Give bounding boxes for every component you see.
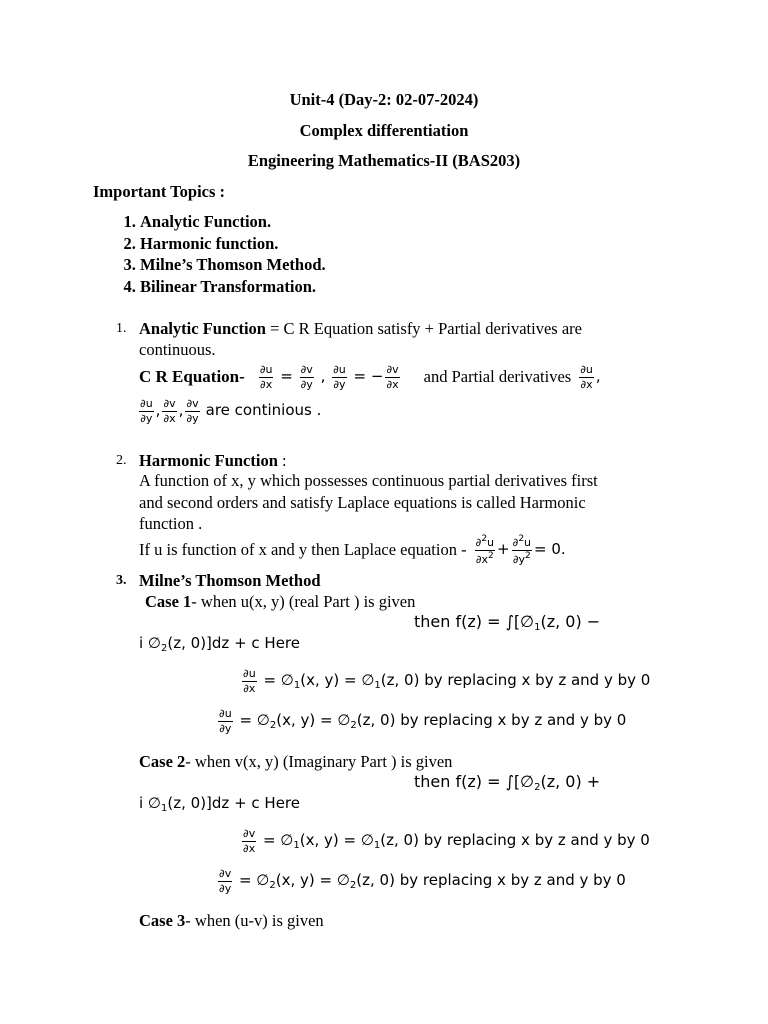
laplace-end: = 0.: [534, 540, 566, 559]
partials-row: $\frac{\partial u}{\partial y}$ , $\frac{\partial v}{\partial x}$ , $\frac{\partial v}{\partial y}$ are continious .: [140, 397, 322, 425]
case1-cont: i ∅: [139, 634, 162, 652]
course-title: Engineering Mathematics-II (BAS203): [247, 151, 521, 170]
section2-line1: A function of x, y which possesses continuous partial derivatives first: [139, 471, 598, 490]
replace-text: by replacing x by z and y by 0: [423, 831, 650, 850]
case2-cont: i ∅: [139, 794, 162, 812]
case2-dv-dx-row: $\frac{\partial v}{\partial x}$ = $\emptyset_1(x$, $y) = \emptyset_1(z$, 0) by replacing x by z and y by 0: [243, 827, 650, 855]
dv-dy-fraction: $\frac{\partial v}{\partial y}$: [300, 363, 313, 391]
important-topics-heading: Important Topics :: [93, 182, 226, 201]
case2-line: [139, 751, 452, 772]
section1-line1: [139, 318, 582, 339]
d2u-dx2-fraction: $\frac{\partial^2u}{\partial x^2}$: [475, 534, 495, 566]
section2-title: Harmonic Function: [139, 451, 278, 470]
case1-cont-end: (z, 0)]dz + c Here: [167, 634, 300, 652]
laplace-text: If u is function of x and y then Laplace equation -: [139, 540, 467, 560]
section2-colon: :: [277, 451, 287, 470]
section2-line3: function .: [139, 514, 203, 533]
dv-dx-fraction: $\frac{\partial v}{\partial x}$: [386, 363, 399, 391]
du-dx-fraction: $\frac{\partial u}{\partial x}$: [259, 363, 273, 391]
section1-number: 1.: [116, 321, 127, 336]
topic-item: 1. Analytic Function.: [140, 211, 326, 233]
section1-line2: continuous.: [139, 340, 216, 359]
laplace-row: If u is function of x and y then Laplace equation - $\frac{\partial^2u}{\partial x^2}$ + $\frac{\partial^2u}{\partial y^2}$ = 0.: [139, 534, 566, 566]
section2-number: 2.: [116, 453, 127, 468]
section2-line2: and second orders and satisfy Laplace equations is called Harmonic: [139, 493, 586, 512]
cr-equation-row: C R Equation- $\frac{\partial u}{\partial x}$ = $\frac{\partial v}{\partial y}$ , $\frac{\partial u}{\partial y}$ = − $\frac{\partial v}{\partial x}$ and Partial derivatives $\frac{\partial u}{\partial x}$ ,: [139, 363, 601, 391]
cr-equation-label: C R Equation-: [139, 366, 245, 386]
case2-formula: then $f(z) = \int[\emptyset_2(z$, 0) +: [414, 772, 601, 793]
case1-du-dy-row: $\frac{\partial u}{\partial y}$ = $\emptyset_2(x$, $y) = \emptyset_2(z$, 0) by replacing x by z and y by 0: [219, 707, 627, 735]
topic-item: 3. Milne’s Thomson Method.: [140, 254, 326, 276]
du-dy-fraction-2: $\frac{\partial u}{\partial y}$: [140, 397, 153, 425]
case2-cont-end: (z, 0)]dz + c Here: [167, 794, 300, 812]
section3-number: 3.: [116, 573, 127, 588]
case1-line: [145, 591, 415, 612]
case2-then: then f(z) = ∫[∅: [414, 772, 535, 791]
section1-title: Analytic Function: [139, 319, 266, 338]
d2u-dy2-fraction: $\frac{\partial^2u}{\partial y^2}$: [512, 534, 532, 566]
case2-then-end: (z, 0) +: [540, 772, 601, 791]
topic-item: 2. Harmonic function.: [140, 233, 326, 255]
section1-text: = C R Equation satisfy + Partial derivatives are: [265, 319, 582, 338]
case1-continuation: i $\emptyset_2(z$, 0)]dz + c Here: [139, 634, 300, 654]
replace-text: by replacing x by z and y by 0: [399, 871, 626, 890]
case3-label: Case 3: [139, 911, 186, 930]
section2-heading: [139, 450, 287, 471]
case1-text: - when u(x, y) (real Part ) is given: [191, 592, 416, 611]
and-partial-text: and Partial derivatives: [423, 367, 572, 387]
continuous-text: are continious .: [205, 401, 322, 420]
du-dx-fraction-2: $\frac{\partial u}{\partial x}$: [580, 363, 593, 391]
case1-label: Case 1: [145, 592, 192, 611]
case3-text: - when (u-v) is given: [185, 911, 324, 930]
important-topics-list: [116, 211, 326, 297]
replace-text: by replacing x by z and y by 0: [424, 671, 651, 690]
case1-formula: then $f(z) = \int[\emptyset_1(z$, 0) −: [414, 612, 601, 633]
unit-title: Unit-4 (Day-2: 02-07-2024): [289, 90, 479, 109]
case2-label: Case 2: [139, 752, 186, 771]
case3-line: [139, 910, 324, 931]
section3-title: Milne’s Thomson Method: [139, 571, 321, 590]
topic-title: Complex differentiation: [299, 121, 469, 140]
topic-item: 4. Bilinear Transformation.: [140, 276, 326, 298]
replace-text: by replacing x by z and y by 0: [400, 711, 627, 730]
dv-dx-fraction-2: $\frac{\partial v}{\partial x}$: [163, 397, 176, 425]
case1-then-end: (z, 0) −: [540, 612, 601, 631]
case1-then: then f(z) = ∫[∅: [414, 612, 535, 631]
du-dy-fraction: $\frac{\partial u}{\partial y}$: [333, 363, 346, 391]
dv-dy-fraction-2: $\frac{\partial v}{\partial y}$: [186, 397, 199, 425]
case2-text: - when v(x, y) (Imaginary Part ) is given: [185, 752, 453, 771]
case2-continuation: i $\emptyset_1(z$, 0)]dz + c Here: [139, 794, 300, 814]
case2-dv-dy-row: $\frac{\partial v}{\partial y}$ = $\emptyset_2(x$, $y) = \emptyset_2(z$, 0) by replacing x by z and y by 0: [219, 867, 626, 895]
case1-du-dx-row: $\frac{\partial u}{\partial x}$ = $\emptyset_1(x$, $y) = \emptyset_1(z$, 0) by replacing x by z and y by 0: [243, 667, 651, 695]
